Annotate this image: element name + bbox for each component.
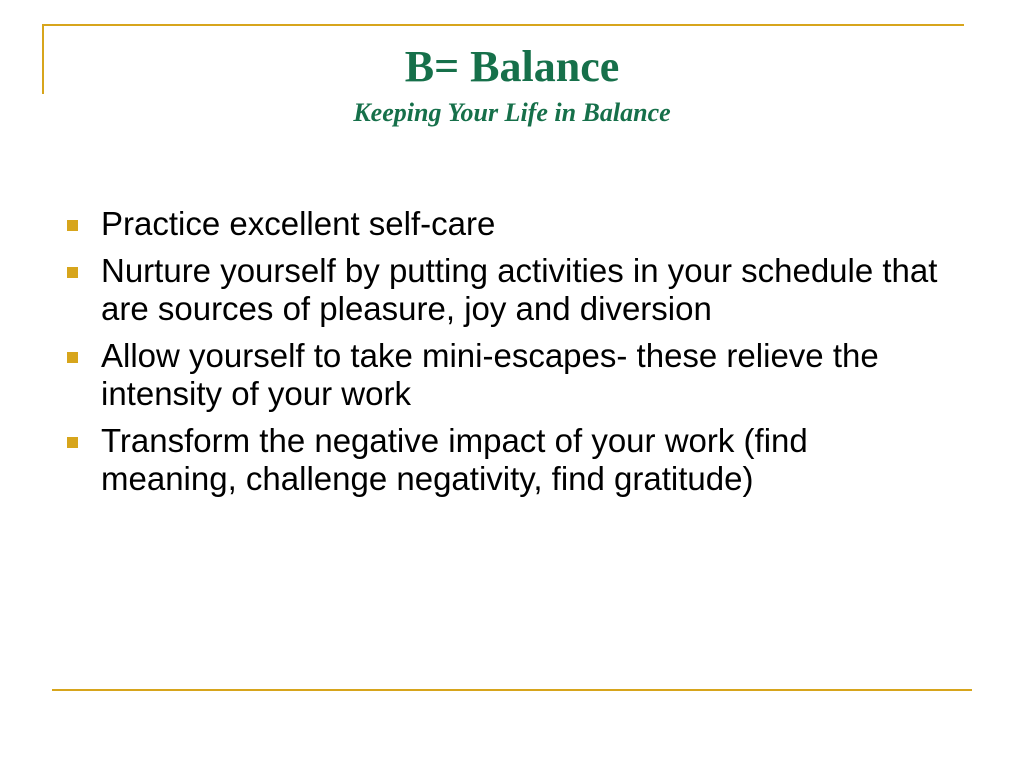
bullet-item [60, 205, 940, 243]
title-block [0, 40, 1024, 130]
square-bullet-icon [67, 220, 78, 231]
square-bullet-icon [67, 437, 78, 448]
bullet-item [60, 337, 940, 413]
bottom-border-line [52, 689, 972, 691]
bullet-item [60, 422, 940, 498]
bullet-text: Transform the negative impact of your work (find meaning, challenge negativity, find gratitude) [101, 422, 808, 497]
slide-subtitle: Keeping Your Life in Balance [353, 98, 671, 127]
bullet-list [60, 205, 940, 507]
slide-title: B= Balance [404, 42, 620, 91]
bullet-text: Practice excellent self-care [101, 205, 496, 242]
square-bullet-icon [67, 352, 78, 363]
bullet-text: Nurture yourself by putting activities in your schedule that are sources of pleasure, joy and diversion [101, 252, 938, 327]
top-border-line [42, 24, 964, 26]
bullet-item [60, 252, 940, 328]
bullet-text: Allow yourself to take mini-escapes- these relieve the intensity of your work [101, 337, 879, 412]
square-bullet-icon [67, 267, 78, 278]
